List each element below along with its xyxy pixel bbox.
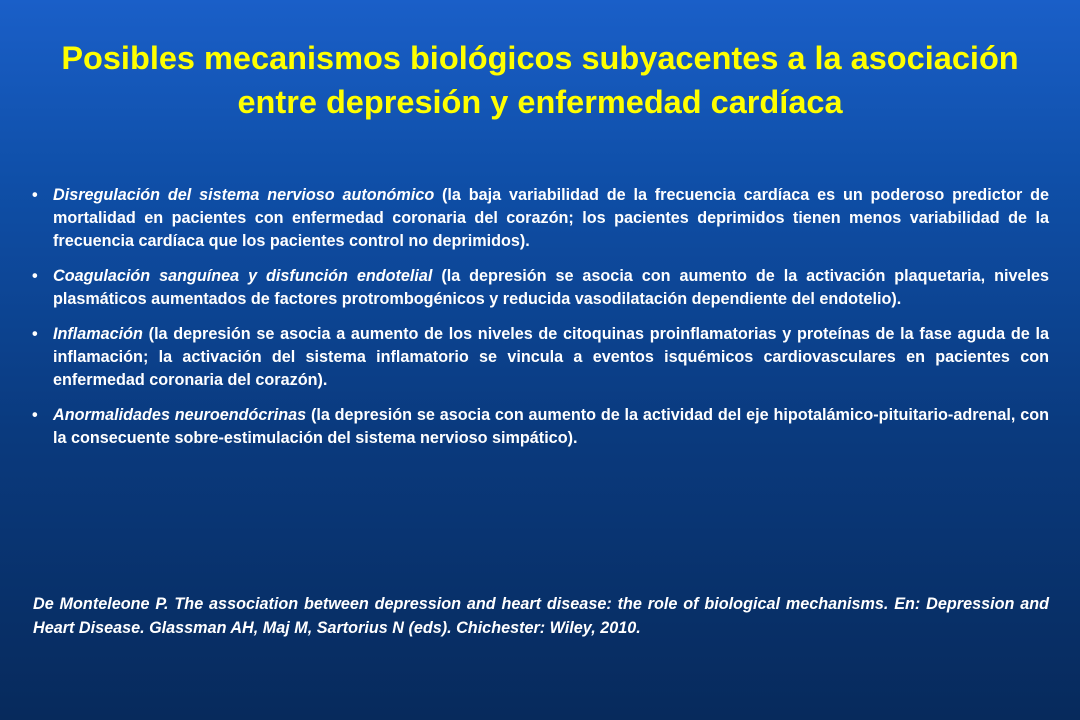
- bullet-dot-icon: •: [32, 325, 38, 343]
- bullet-term: Coagulación sanguínea y disfunción endotelial: [53, 267, 433, 285]
- bullet-item-coagulation: [32, 265, 1049, 311]
- bullet-dot-icon: •: [32, 406, 38, 424]
- bullet-text: (la baja variabilidad de la frecuencia cardíaca es un poderoso predictor de mortalidad en pacientes con enfermedad coronaria del corazón; los pacientes deprimidos tienen menos variabilidad de la frecuencia cardíaca que los pacientes control no deprimidos).: [53, 186, 1049, 250]
- bullet-term: Anormalidades neuroendócrinas: [53, 406, 307, 424]
- bullet-item-neuroendocrine: [32, 404, 1049, 450]
- bullet-dot-icon: •: [32, 186, 38, 204]
- bullet-term: Inflamación: [53, 325, 143, 343]
- bullet-item-autonomic-dysregulation: [32, 184, 1049, 253]
- bullet-text: (la depresión se asocia con aumento de la actividad del eje hipotalámico-pituitario-adrenal, con la consecuente sobre-estimulación del sistema nervioso simpático).: [53, 406, 1050, 447]
- bullet-text: (la depresión se asocia con aumento de la activación plaquetaria, niveles plasmáticos aumentados de factores protrombogénicos y reducida vasodilatación dependiente del endotelio).: [53, 267, 1049, 308]
- slide-title: Posibles mecanismos biológicos subyacentes a la asociación entre depresión y enfermedad cardíaca: [61, 40, 1019, 120]
- bullet-item-inflammation: [32, 323, 1049, 392]
- bullet-term: Disregulación del sistema nervioso autonómico: [53, 186, 435, 204]
- bullet-text: (la depresión se asocia a aumento de los niveles de citoquinas proinflamatorias y proteínas de la fase aguda de la inflamación; la activación del sistema inflamatorio se vincula a eventos isquémicos cardiovasculares en pacientes con enfermedad coronaria del corazón).: [53, 325, 1049, 389]
- bullet-dot-icon: •: [32, 267, 38, 285]
- reference-citation: De Monteleone P. The association between depression and heart disease: the role of biological mechanisms. En: Depression and Heart Disease. Glassman AH, Maj M, Sartorius N (eds). Chichester: Wiley, 2010.: [33, 595, 1049, 637]
- bullet-list: [32, 184, 1049, 462]
